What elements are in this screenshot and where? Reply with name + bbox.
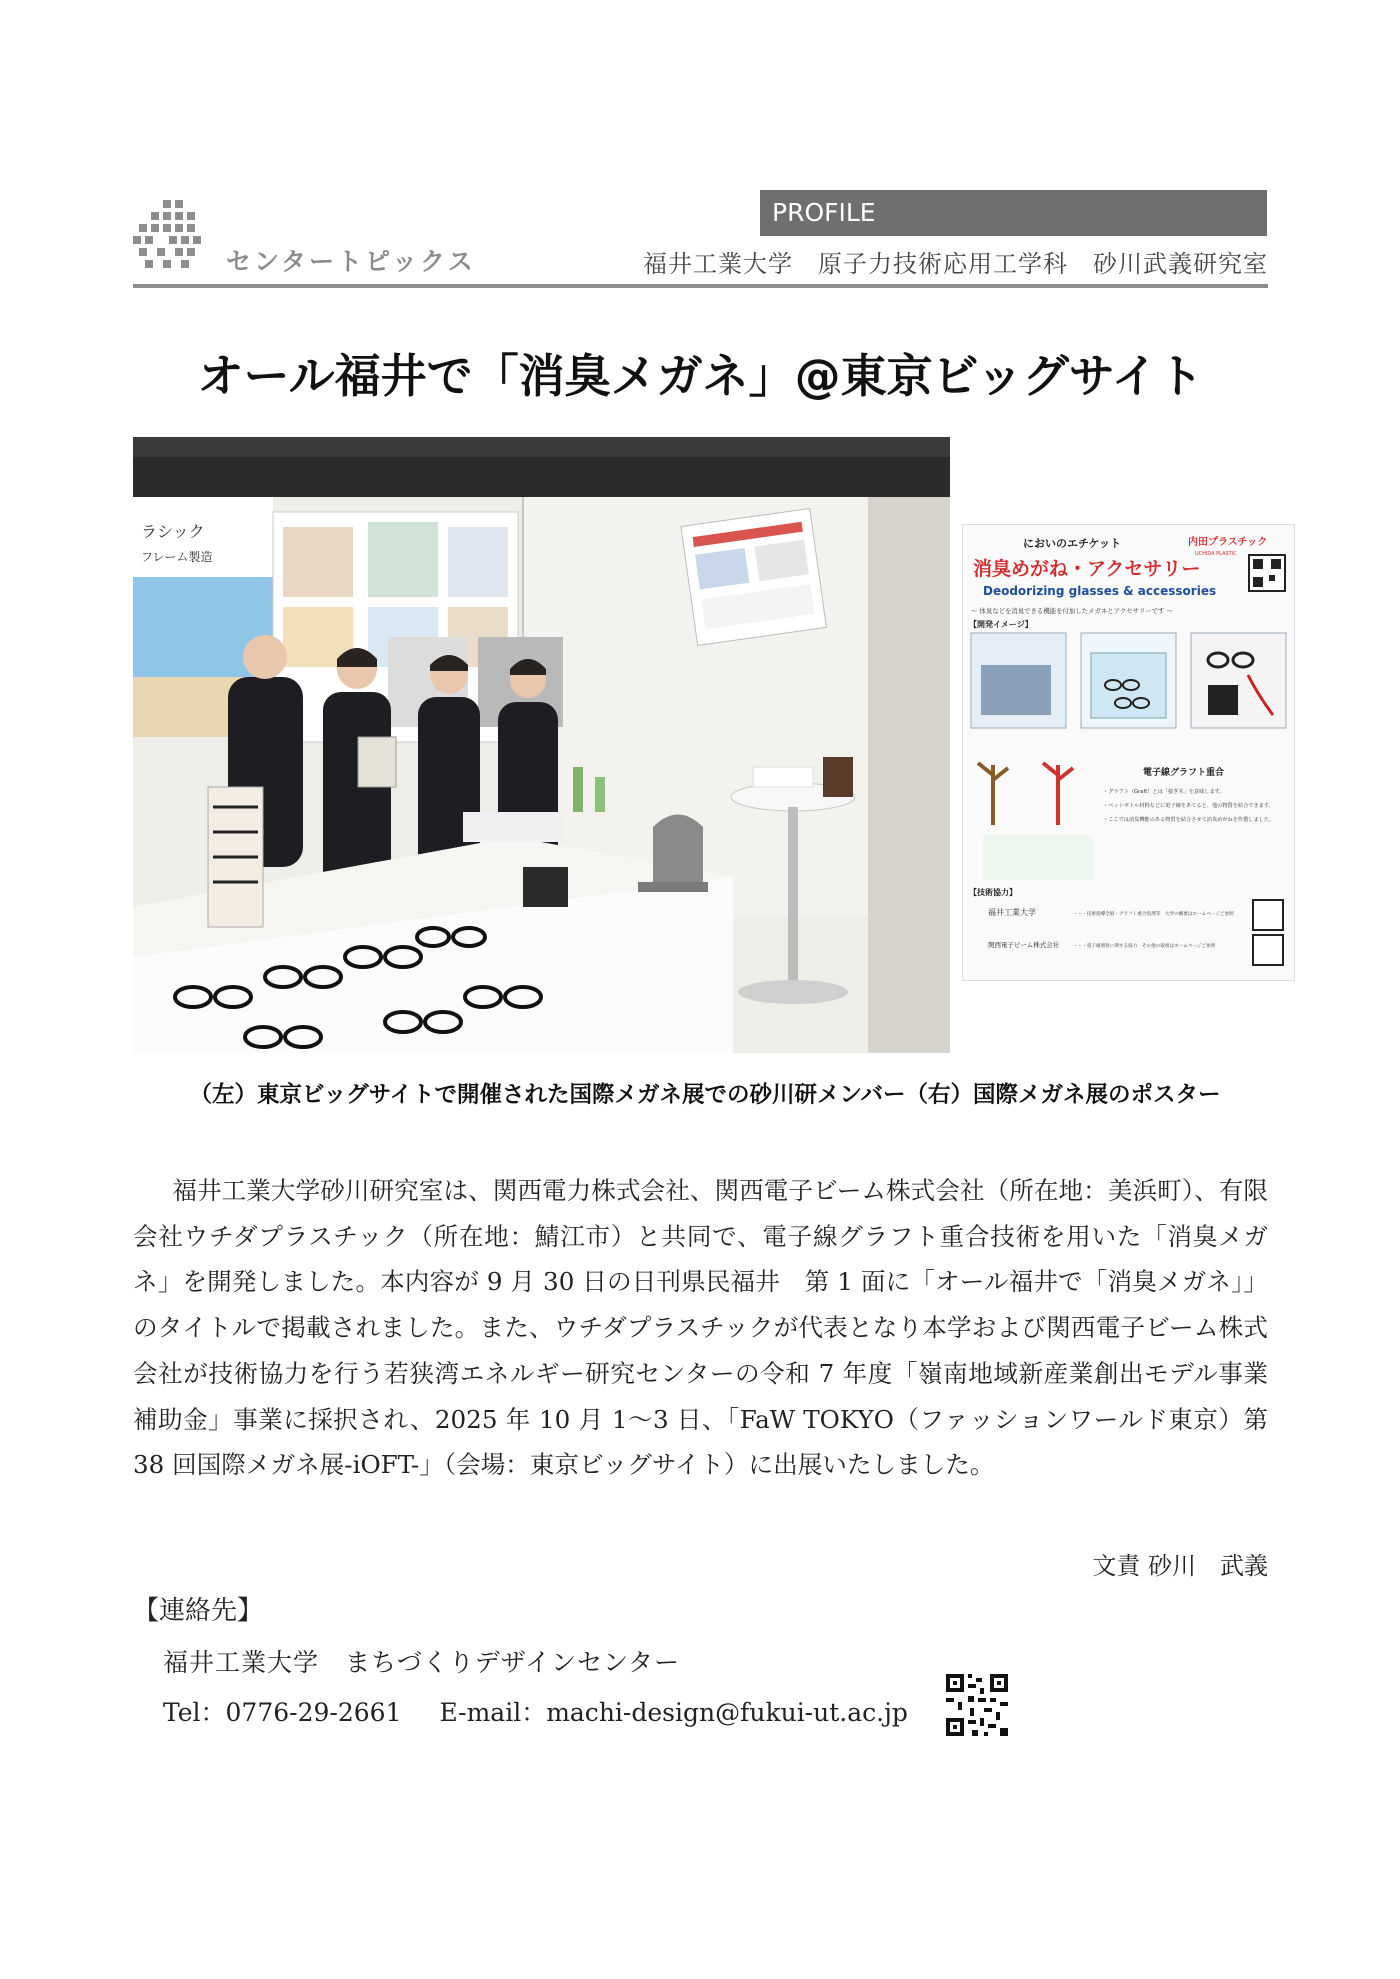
article-author: 文責 砂川 武義 bbox=[1092, 1552, 1268, 1580]
poster-graft-note-3: ・ここでは消臭機能のある物質を結合させて消臭めがねを作製しました。 bbox=[1103, 817, 1275, 823]
poster-dev-image: 【開発イメージ】 bbox=[969, 620, 1033, 629]
poster-illustration bbox=[963, 525, 1295, 981]
poster-partner-2-note: ・・・電子線照射に関する協力 その他の取組はホームページご参照 bbox=[1073, 944, 1216, 949]
poster-partner-1-note: ・・・技術指導全般・グラフト重合処理等 大学の概要はホームページご参照 bbox=[1073, 912, 1234, 917]
contact-details bbox=[163, 1693, 938, 1729]
qr-code-icon[interactable] bbox=[944, 1672, 1010, 1738]
header-divider bbox=[133, 284, 1268, 288]
article-body: 福井工業大学砂川研究室は、関西電力株式会社、関西電子ビーム株式会社（所在地：美浜町）、有限会社ウチダプラスチック（所在地：鯖江市）と共同で、電子線グラフト重合技術を用いた「消臭メガネ」を開発しました。本内容が 9 月 30 日の日刊県民福井 第 1 面に「オール福井で「消臭メガネ」」のタイトルで掲載されました。また、ウチダプラスチックが代表となり本学および関西電子ビーム株式会社が技術協力を行う若狭湾エネルギー研究センターの令和 7 年度「嶺南地域新産業創出モデル事業補助金」事業に採択され、2025 年 10 月 1～3 日、「FaW TOKYO（ファッションワールド東京）第 38 回国際メガネ展-iOFT-」（会場：東京ビッグサイト）に出展いたしました。 bbox=[133, 1176, 1268, 1480]
contact-heading: 【連絡先】 bbox=[133, 1596, 264, 1626]
photo-caption: （左）東京ビッグサイトで開催された国際メガネ展での砂川研メンバー（右）国際メガネ展のポスター bbox=[189, 1082, 1221, 1108]
booth-sign-text-2: フレーム製造 bbox=[141, 550, 213, 564]
poster-image bbox=[962, 524, 1295, 981]
poster-brand: 内田プラスチック bbox=[1188, 537, 1268, 548]
poster-partner-1: 福井工業大学 bbox=[988, 908, 1036, 917]
contact-tel: Tel：0776-29-2661 bbox=[163, 1698, 402, 1727]
poster-graft-note-2: ・ペットボトル材料などに電子線をあてると、他の物質を結合できます。 bbox=[1103, 803, 1274, 809]
section-name: センタートピックス bbox=[226, 247, 476, 276]
poster-brand-en: UCHIDA PLASTIC bbox=[1195, 551, 1237, 557]
poster-title-ja: 消臭めがね・アクセサリー bbox=[973, 558, 1201, 580]
profile-label: PROFILE bbox=[760, 190, 1267, 236]
booth-sign-text-1: ラシック bbox=[141, 522, 205, 541]
poster-subtitle: ～ 体臭などを消臭できる機能を付加したメガネとアクセサリーです ～ bbox=[971, 607, 1173, 615]
contact-organization: 福井工業大学 まちづくりデザインセンター bbox=[163, 1648, 681, 1677]
poster-graft-title: 電子線グラフト重合 bbox=[1143, 768, 1225, 778]
poster-graft-note-1: ・グラフト（Graft）とは「接ぎ木」を意味します。 bbox=[1103, 789, 1225, 795]
poster-partner-2: 関西電子ビーム株式会社 bbox=[988, 941, 1060, 949]
poster-title-en: Deodorizing glasses & accessories bbox=[983, 584, 1217, 598]
poster-etiquette: においのエチケット bbox=[1023, 537, 1122, 550]
affiliation: 福井工業大学 原子力技術応用工学科 砂川武義研究室 bbox=[643, 250, 1268, 278]
poster-tech-coop: 【技術協力】 bbox=[969, 888, 1017, 897]
booth-photo-illustration bbox=[133, 437, 950, 1053]
center-logo-icon bbox=[133, 200, 205, 276]
article-title: オール福井で「消臭メガネ」@東京ビッグサイト bbox=[197, 349, 1204, 403]
booth-photo bbox=[133, 437, 950, 1053]
contact-email[interactable]: E-mail：machi-design@fukui-ut.ac.jp bbox=[439, 1698, 908, 1727]
